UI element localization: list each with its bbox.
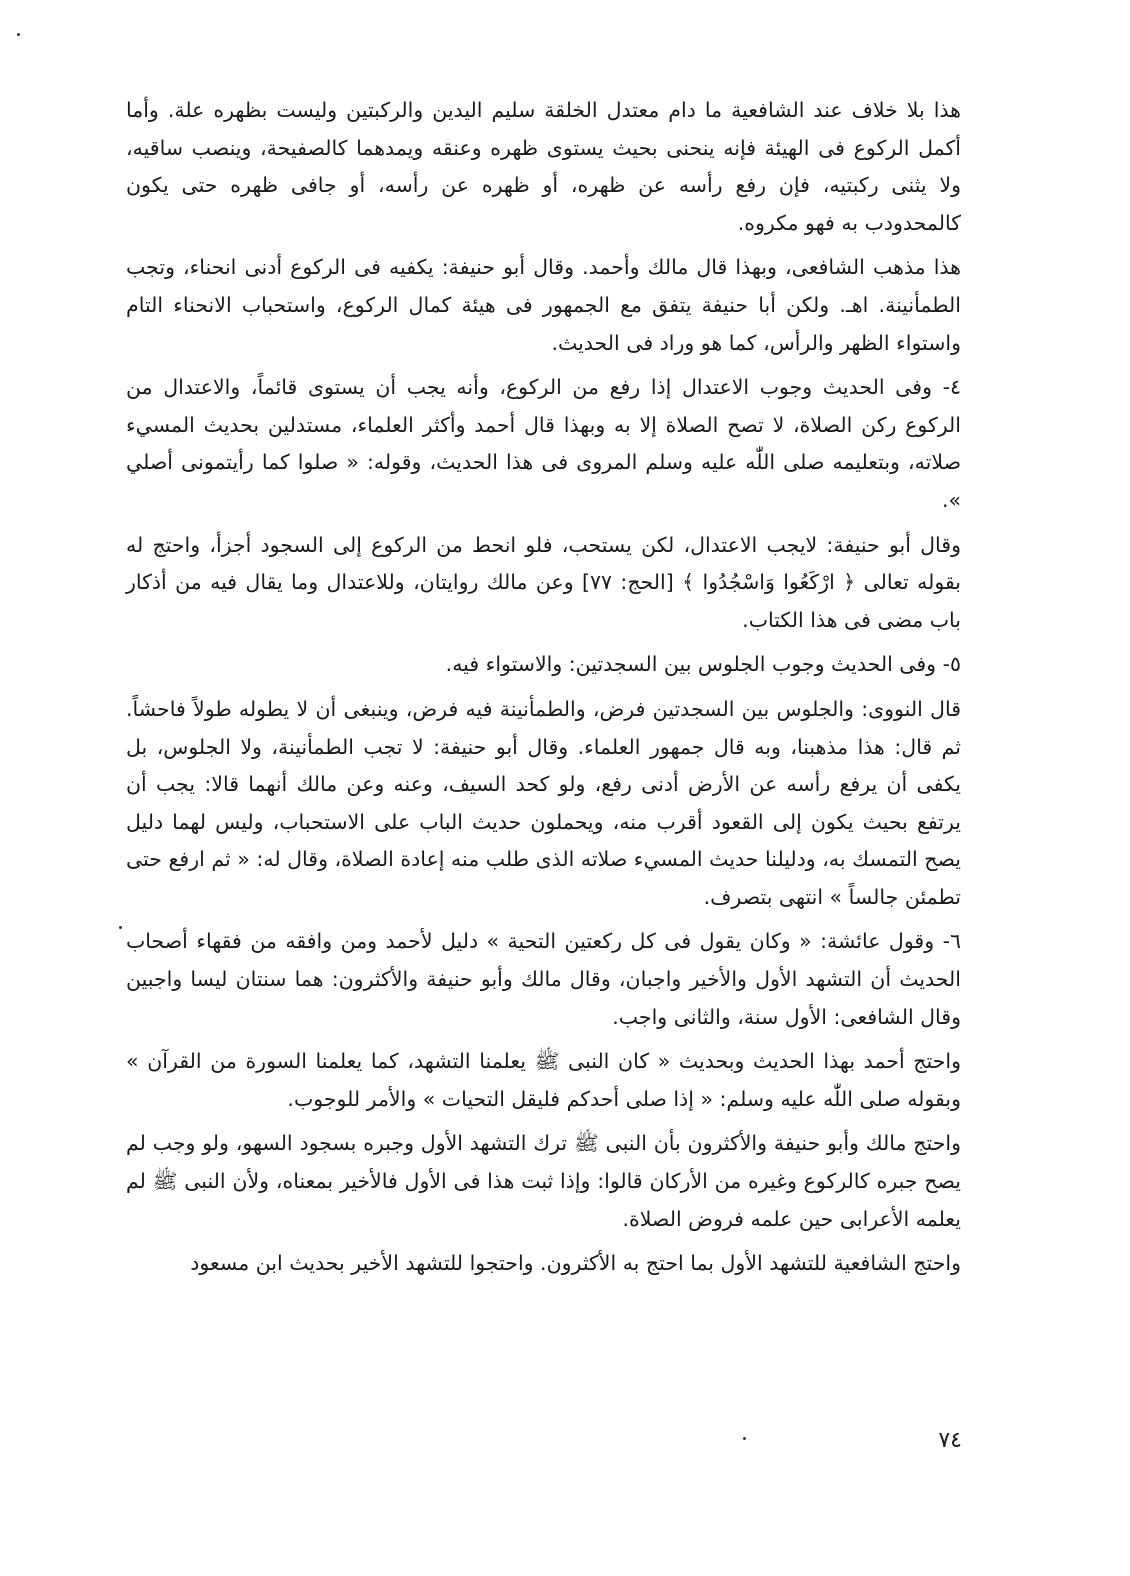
paragraph-2: هذا مذهب الشافعى، وبهذا قال مالك وأحمد. وقال أبو حنيفة: يكفيه فى الركوع أدنى انحناء، وتجب الطمأنينة. اهـ. ولكن أبا حنيفة يتفق مع الجمهور فى هيئة كمال الركوع، واستحباب الانحناء التام واستواء الظهر والرأس، كما هو وراد فى الحديث.	[126, 255, 961, 355]
paragraph-point-6: ٦- وقول عائشة: « وكان يقول فى كل ركعتين التحية » دليل لأحمد ومن وافقه من فقهاء أصحاب الحديث أن التشهد الأول والأخير واجبان، وقال مالك وأبو حنيفة والأكثرون: هما سنتان ليسا واجبين وقال الشافعى: الأول سنة، والثانى واجب.	[126, 929, 961, 1029]
paragraph-4: وقال أبو حنيفة: لايجب الاعتدال، لكن يستحب، فلو انحط من الركوع إلى السجود أجزأ، واحتج له بقوله تعالى ﴿ ارْكَعُوا وَاسْجُدُوا ﴾ [الحج: ٧٧] وعن مالك روايتان، وللاعتدال وما يقال فيه من أذكار باب مضى فى هذا الكتاب.	[126, 532, 961, 632]
scan-speck	[17, 33, 20, 36]
paragraph-9: واحتج مالك وأبو حنيفة والأكثرون بأن النبى ﷺ ترك التشهد الأول وجبره بسجود السهو، ولو وجب لم يصح جبره كالركوع وغيره من الأركان قالوا: وإذا ثبت هذا فى الأول فالأخير بمعناه، ولأن النبى ﷺ لم يعلمه الأعرابى حين علمه فروض الصلاة.	[126, 1131, 961, 1231]
paragraph-8: واحتج أحمد بهذا الحديث وبحديث « كان النبى ﷺ يعلمنا التشهد، كما يعلمنا السورة من القرآن » وبقوله صلى اللّٰه عليه وسلم: « إذا صلى أحدكم فليقل التحيات » والأمر للوجوب.	[126, 1049, 961, 1111]
scan-speck	[743, 1437, 746, 1440]
paragraph-point-5: ٥- وفى الحديث وجوب الجلوس بين السجدتين: والاستواء فيه.	[445, 652, 961, 677]
paragraph-1: هذا بلا خلاف عند الشافعية ما دام معتدل الخلقة سليم اليدين والركبتين وليست بظهره علة. وأما أكمل الركوع فى الهيئة فإنه ينحنى بحيث يستوى ظهره وعنقه ويمدهما كالصفيحة، وينصب ساقيه، ولا يثنى ركبتيه، فإن رفع رأسه عن ظهره، أو ظهره عن رأسه، أو جافى ظهره حتى يكون كالمحدودب به فهو مكروه.	[126, 98, 961, 235]
body-text	[126, 92, 961, 1290]
paragraph-10: واحتج الشافعية للتشهد الأول بما احتج به الأكثرون. واحتجوا للتشهد الأخير بحديث ابن مسعود	[190, 1251, 961, 1276]
scan-speck	[119, 926, 122, 929]
page-number: ٧٤	[938, 1428, 962, 1453]
paragraph-point-4: ٤- وفى الحديث وجوب الاعتدال إذا رفع من الركوع، وأنه يجب أن يستوى قائماً، والاعتدال من الركوع ركن الصلاة، لا تصح الصلاة إلا به وبهذا قال أحمد وأكثر العلماء، مستدلين بحديث المسيء صلاته، وبتعليمه صلى اللّٰه عليه وسلم المروى فى هذا الحديث، وقوله: « صلوا كما رأيتمونى أصلي ».	[126, 375, 961, 512]
paragraph-6: قال النووى: والجلوس بين السجدتين فرض، والطمأنينة فيه فرض، وينبغى أن لا يطوله طولاً فاحشاً. ثم قال: هذا مذهبنا، وبه قال جمهور العلماء. وقال أبو حنيفة: لا تجب الطمأنينة، ولا الجلوس، بل يكفى أن يرفع رأسه عن الأرض أدنى رفع، ولو كحد السيف، وعنه وعن مالك أنهما قالا: يجب أن يرتفع بحيث يكون إلى القعود أقرب منه، ويحملون حديث الباب على الاستحباب، وليس لهما دليل يصح التمسك به، ودليلنا حديث المسيء صلاته الذى طلب منه إعادة الصلاة، وقال له: « ثم ارفع حتى تطمئن جالساً » انتهى بتصرف.	[126, 696, 961, 909]
